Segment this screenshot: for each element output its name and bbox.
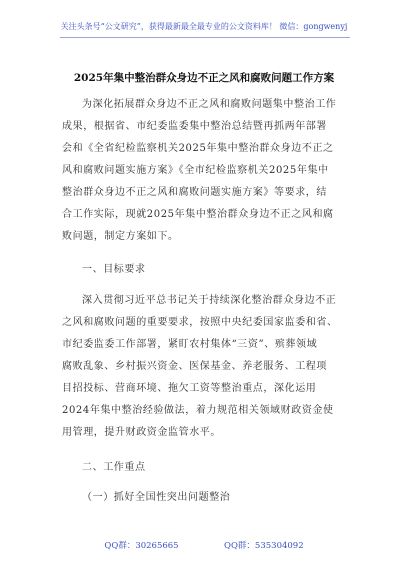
goals-line: 2024年集中整治经验做法，着力规范相关领域财政资金使 — [62, 405, 334, 416]
intro-line: 为深化拓展群众身边不正之风和腐败问题集中整治工作 — [82, 99, 337, 110]
document-title: 2025年集中整治群众身边不正之风和腐败问题工作方案 — [73, 72, 335, 84]
section-heading-goals: 一、目标要求 — [82, 264, 146, 275]
header-banner: 关注头条号“公文研究”，获得最新最全最专业的公文资料库！ 微信：gongwenyj — [60, 22, 348, 31]
intro-line: 会和《全省纪检监察机关2025年集中整治群众身边不正之 — [62, 143, 334, 154]
goals-line: 用管理，提升财政资金监管水平。 — [62, 427, 221, 438]
footer-contact — [0, 539, 408, 551]
header-divider — [60, 37, 350, 38]
intro-line: 败问题，制定方案如下。 — [62, 231, 179, 242]
goals-line: 市纪委监委工作部署，紧盯农村集体“三资”、殡葬领域 — [62, 339, 318, 350]
goals-line: 目招投标、营商环境、拖欠工资等整治重点，深化运用 — [62, 383, 317, 394]
goals-line: 腐败乱象、乡村振兴资金、医保基金、养老服务、工程项 — [62, 361, 327, 372]
intro-line: 整治群众身边不正之风和腐败问题实施方案》等要求，结 — [62, 187, 327, 198]
footer-qq-group-2: QQ群：535304092 — [224, 541, 304, 551]
intro-line: 风和腐败问题实施方案》《全市纪检监察机关2025年集中 — [62, 165, 329, 176]
subsection-heading-national-issues: （一）抓好全国性突出问题整治 — [82, 492, 231, 503]
intro-line: 合工作实际，现就2025年集中整治群众身边不正之风和腐 — [62, 209, 334, 220]
footer-qq-group-1: QQ群：30265665 — [104, 541, 179, 551]
goals-line: 深入贯彻习近平总书记关于持续深化整治群众身边不正 — [82, 295, 337, 306]
intro-line: 成果，根据省、市纪委监委集中整治总结暨再抓两年部署 — [62, 121, 327, 132]
intro-paragraph — [62, 94, 352, 248]
goals-paragraph — [62, 290, 352, 444]
section-heading-priorities: 二、工作重点 — [82, 462, 146, 473]
goals-line: 之风和腐败问题的重要要求，按照中央纪委国家监委和省、 — [62, 317, 338, 328]
